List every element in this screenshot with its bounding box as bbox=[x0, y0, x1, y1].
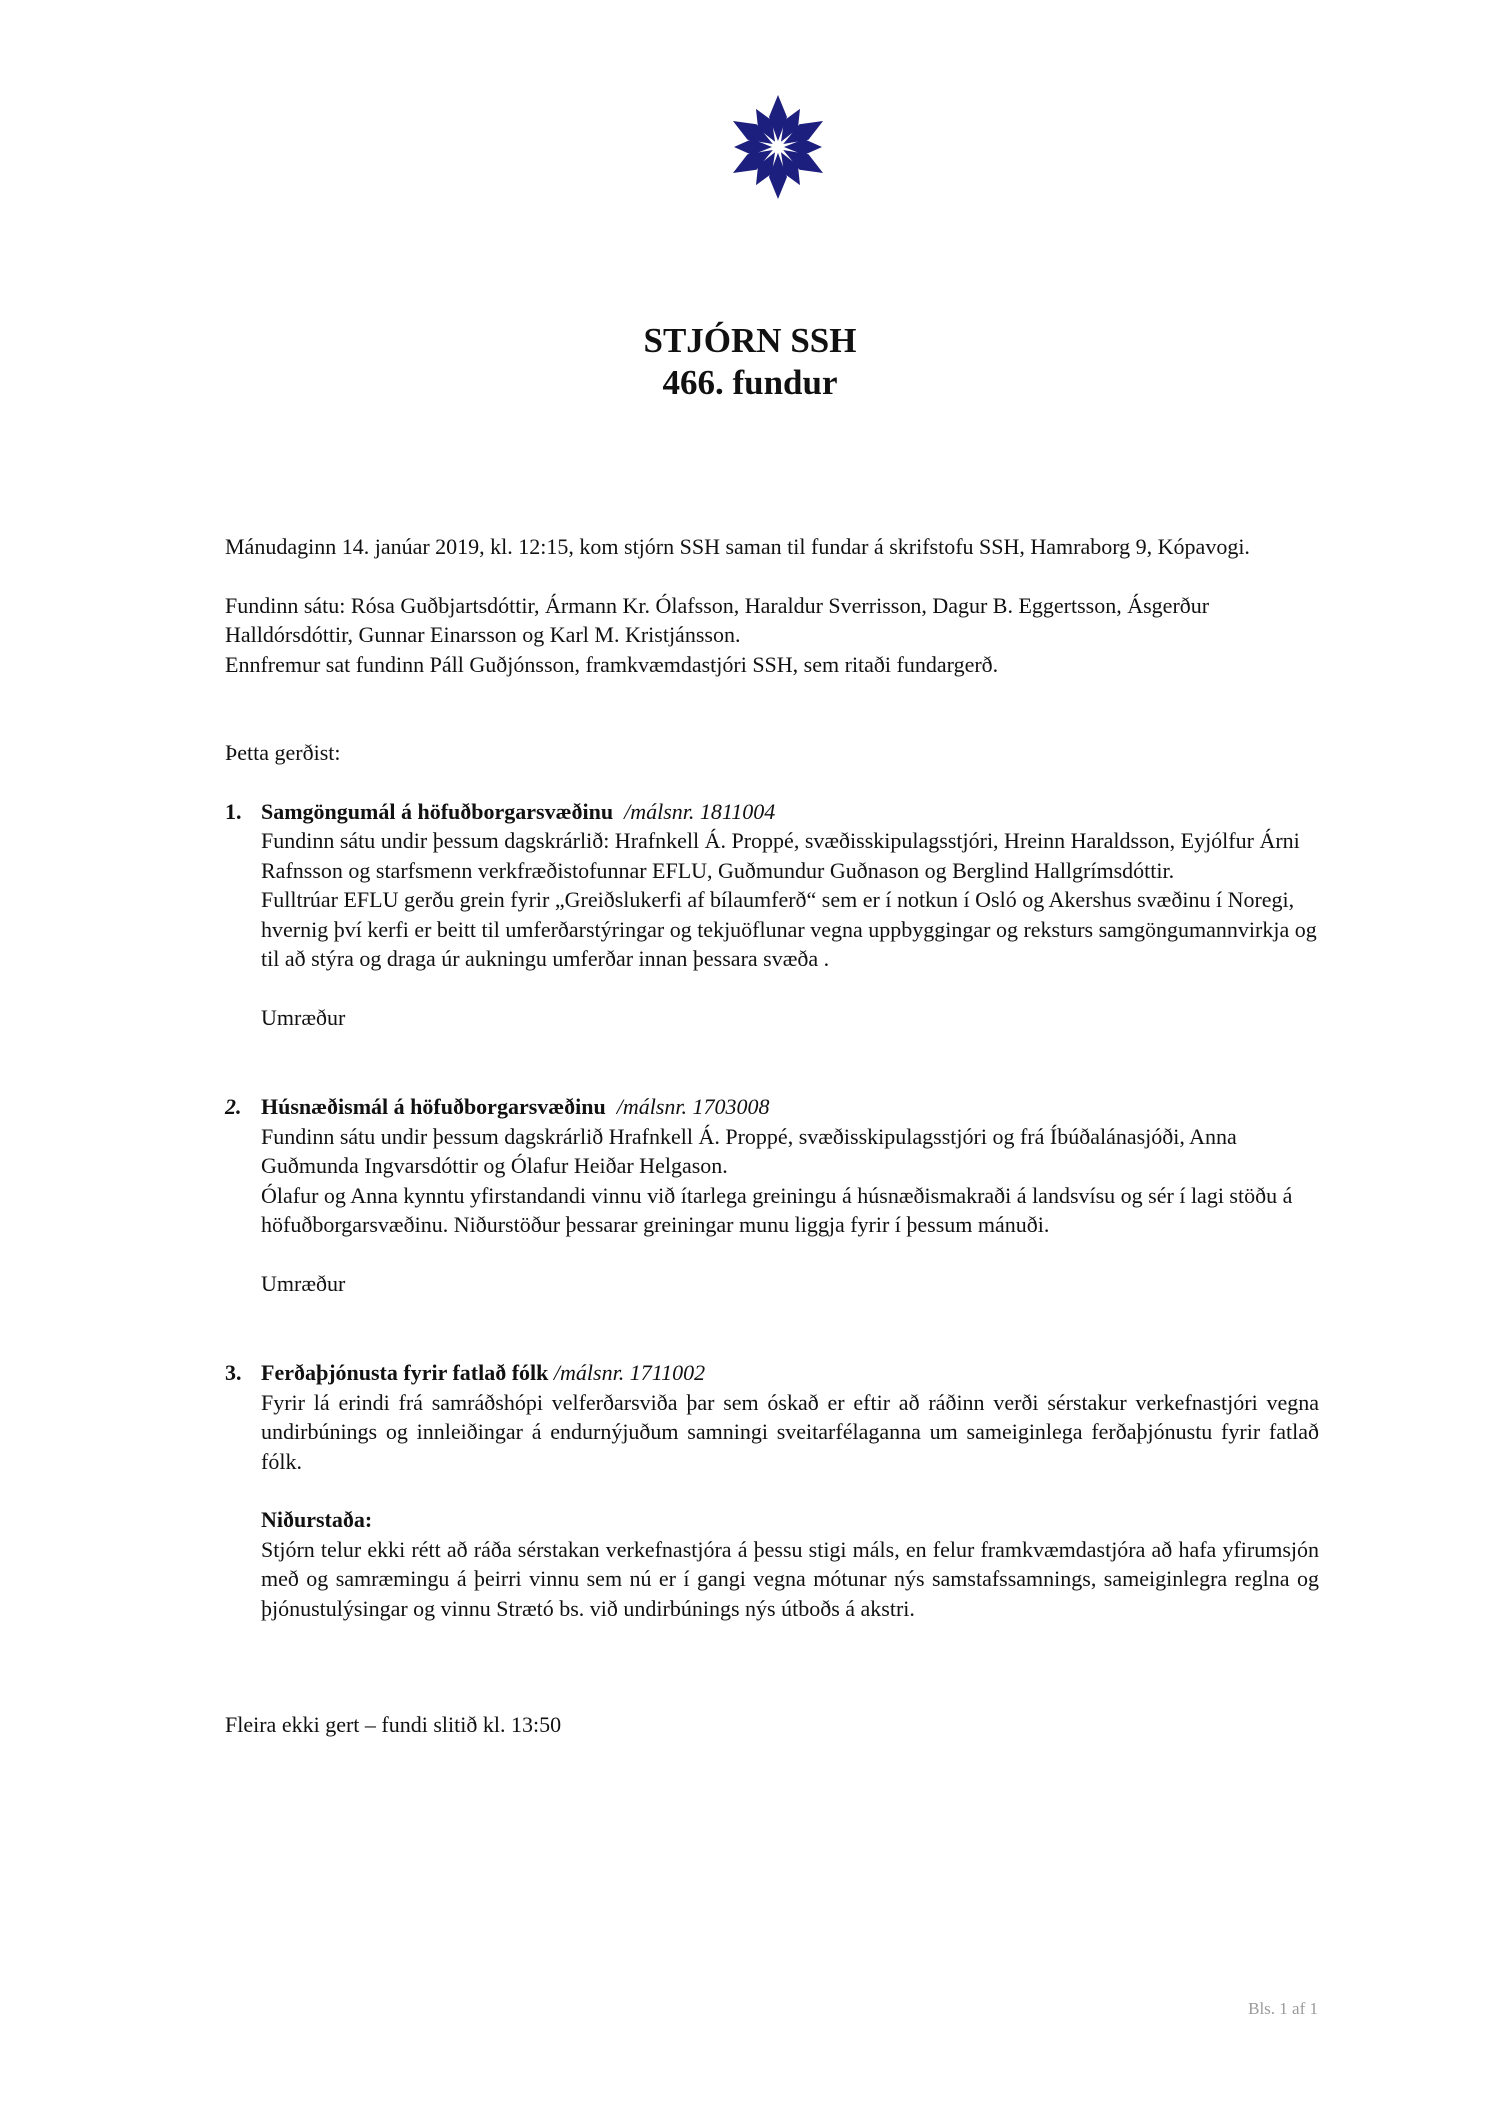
agenda-item-2 bbox=[225, 1092, 1319, 1298]
agenda-item-number: 2. bbox=[225, 1094, 242, 1119]
agenda-item-title: Ferðaþjónusta fyrir fatlað fólk bbox=[261, 1360, 549, 1385]
result-text: Stjórn telur ekki rétt að ráða sérstakan verkefnastjóra á þessu stigi máls, en felur framkvæmdastjóra að hafa yfirumsjón með og samræmingu á þeirri vinnu sem nú er í gangi vegna mótunar nýs samstafssamnings, sameiginlegra reglna og þjónustulýsingar og vinnu Strætó bs. við undirbúnings nýs útboðs á akstri. bbox=[261, 1536, 1319, 1621]
agenda-item-text: Fyrir lá erindi frá samráðshópi velferðarsviða þar sem óskað er eftir að ráðinn verði sérstakur verkefnastjóri vegna undirbúnings og innleiðingar á endurnýjuðum samningi sveitarfélaganna um sameiginlega ferðaþjónustu fyrir fatlað fólk. bbox=[261, 1389, 1319, 1474]
document-title: STJÓRN SSH bbox=[643, 321, 857, 360]
document-body bbox=[225, 532, 1319, 1740]
also-present-text: Ennfremur sat fundinn Páll Guðjónsson, framkvæmdastjóri SSH, sem ritaði fundargerð. bbox=[225, 651, 999, 677]
agenda-item-text: Ólafur og Anna kynntu yfirstandandi vinnu við ítarlega greiningu á húsnæðismakraði á landsvísu og sér í lagi stöðu á höfuðborgarsvæðinu. Niðurstöður þessarar greiningar munu liggja fyrir í þessum mánuði. bbox=[261, 1182, 1293, 1237]
agenda-item-heading bbox=[225, 1092, 1319, 1122]
meeting-line: Mánudaginn 14. janúar 2019, kl. 12:15, kom stjórn SSH saman til fundar á skrifstofu SSH, Hamraborg 9, Kópavogi. bbox=[225, 534, 1250, 559]
case-number: /málsnr. 1703008 bbox=[616, 1094, 770, 1119]
agenda-item-outcome: Umræður bbox=[261, 1004, 346, 1030]
agenda-item-outcome: Umræður bbox=[261, 1270, 346, 1296]
closing-line: Fleira ekki gert – fundi slitið kl. 13:50 bbox=[225, 1712, 562, 1737]
snowflake-logo-icon bbox=[723, 92, 833, 202]
agenda-item-title: Samgöngumál á höfuðborgarsvæðinu bbox=[261, 798, 614, 824]
result-label: Niðurstaða: bbox=[261, 1507, 373, 1532]
document-header bbox=[0, 320, 1500, 404]
agenda-item-heading bbox=[225, 797, 1319, 827]
agenda-item-attendees: Fundinn sátu undir þessum dagskrárlið: Hrafnkell Á. Proppé, svæðisskipulagsstjóri, Hreinn Haraldsson, Eyjólfur Árni Rafnsson og starfsmenn verkfræðistofunnar EFLU, Guðmundur Guðnason og Berglind Hallgrímsdóttir. bbox=[261, 828, 1300, 883]
agenda-item-number: 1. bbox=[225, 798, 242, 824]
agenda-item-text: Fulltrúar EFLU gerðu grein fyrir „Greiðslukerfi af bílaumferð“ sem er í notkun í Osló og Akershus svæðinu í Noregi, hvernig því kerfi er beitt til umferðarstýringar og tekjuöflunar vegna uppbyggingar og reksturs samgöngumannvirkja og til að stýra og draga úr aukningu umferðar innan þessara svæða . bbox=[261, 887, 1317, 971]
agenda-item-heading bbox=[225, 1358, 1319, 1388]
agenda-item-attendees: Fundinn sátu undir þessum dagskrárlið Hrafnkell Á. Proppé, svæðisskipulagsstjóri og frá Íbúðalánasjóði, Anna Guðmunda Ingvarsdóttir og Ólafur Heiðar Helgason. bbox=[261, 1123, 1237, 1178]
agenda-intro: Þetta gerðist: bbox=[225, 740, 341, 765]
agenda-item-3 bbox=[225, 1358, 1319, 1623]
agenda-item-title: Húsnæðismál á höfuðborgarsvæðinu bbox=[261, 1094, 606, 1119]
agenda-item-number: 3. bbox=[225, 1360, 242, 1385]
meeting-number: 466. fundur bbox=[662, 363, 838, 402]
agenda-item-1 bbox=[225, 797, 1319, 1033]
attendees-text: Fundinn sátu: Rósa Guðbjartsdóttir, Ármann Kr. Ólafsson, Haraldur Sverrisson, Dagur B. Eggertsson, Ásgerður Halldórsdóttir, Gunnar Einarsson og Karl M. Kristjánsson. bbox=[225, 592, 1210, 647]
case-number: /málsnr. 1811004 bbox=[624, 798, 776, 824]
case-number: /málsnr. 1711002 bbox=[553, 1360, 706, 1385]
page-number: Bls. 1 af 1 bbox=[1248, 1999, 1318, 2018]
